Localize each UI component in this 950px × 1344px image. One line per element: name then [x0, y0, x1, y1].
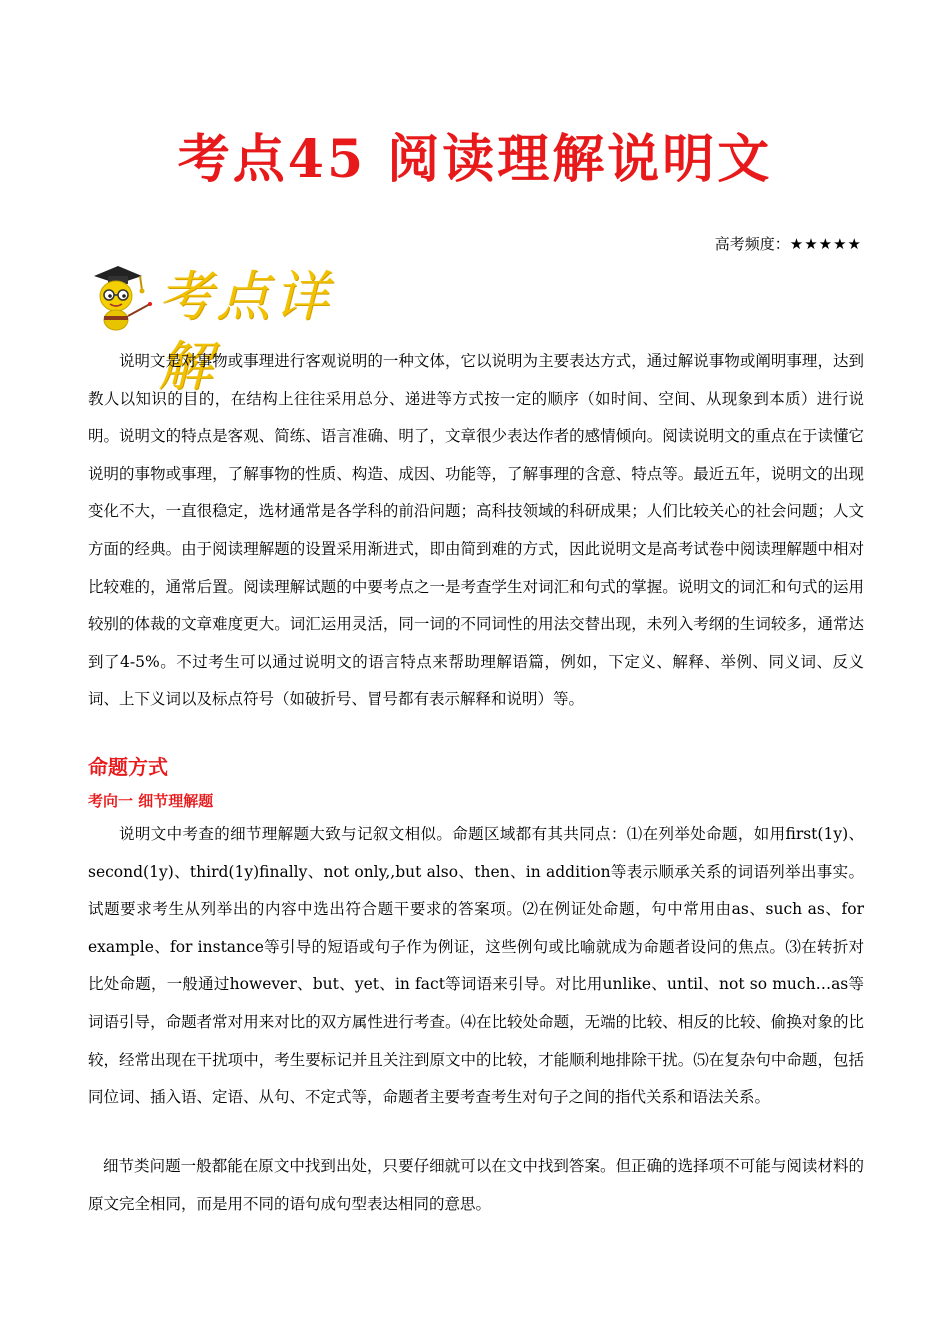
- closing-paragraph: 细节类问题一般都能在原文中找到出处，只要仔细就可以在文中找到答案。但正确的选择项不可能与阅读材料的原文完全相同，而是用不同的语句成句型表达相同的意思。: [88, 1157, 864, 1213]
- section-heading: 命题方式: [88, 755, 168, 779]
- page-title: 考点45 阅读理解说明文: [177, 129, 773, 190]
- section-banner: [88, 262, 388, 398]
- intro-paragraph: 说明文是对事物或事理进行客观说明的一种文体，它以说明为主要表达方式，通过解说事物或阐明事理，达到教人以知识的目的，在结构上往往采用总分、递进等方式按一定的顺序（如时间、空间、从现象到本质）进行说明。说明文的特点是客观、简练、语言准确、明了，文章很少表达作者的感情倾向。阅读说明文的重点在于读懂它说明的事物或事理，了解事物的性质、构造、成因、功能等，了解事理的含意、特点等。最近五年，说明文的出现变化不大，一直很稳定，选材通常是各学科的前沿问题；高科技领域的科研成果；人们比较关心的社会问题；人文方面的经典。由于阅读理解题的设置采用渐进式，即由简到难的方式，因此说明文是高考试卷中阅读理解题中相对比较难的，通常后置。阅读理解试题的中要考点之一是考查学生对词汇和句式的掌握。说明文的词汇和句式的运用较别的体裁的文章难度更大。词汇运用灵活，同一词的不同词性的用法交替出现，未列入考纲的生词较多，通常达到了4-5%。不过考生可以通过说明文的语言特点来帮助理解语篇，例如，下定义、解释、举例、同义词、反义词、上下义词以及标点符号（如破折号、冒号都有表示解释和说明）等。: [88, 352, 864, 709]
- frequency-stars: ★★★★★: [789, 235, 862, 253]
- banner-heading: 考点详解: [158, 265, 332, 398]
- frequency-rating: [715, 233, 862, 254]
- subsection-heading: 考向一 细节理解题: [88, 792, 214, 810]
- detail-paragraph: 说明文中考查的细节理解题大致与记叙文相似。命题区域都有其共同点：⑴在列举处命题，如用first(1y)、second(1y)、third(1y)finally、not only,,but also、then、in addition等表示顺承关系的词语列举出事实。试题要求考生从列举出的内容中选出符合题干要求的答案项。⑵在例证处命题，句中常用由as、such as、for example、for instance等引导的短语或句子作为例证，这些例句或比喻就成为命题者设问的焦点。⑶在转折对比处命题，一般通过however、but、yet、in fact等词语来引导。对比用unlike、until、not so much…as等词语引导，命题者常对用来对比的双方属性进行考查。⑷在比较处命题，无端的比较、相反的比较、偷换对象的比较，经常出现在干扰项中，考生要标记并且关注到原文中的比较，才能顺利地排除干扰。⑸在复杂句中命题，包括同位词、插入语、定语、从句、不定式等，命题者主要考查考生对句子之间的指代关系和语法关系。: [88, 825, 864, 1107]
- frequency-label: 高考频度：: [714, 235, 790, 253]
- scholar-mascot-icon: [88, 262, 154, 334]
